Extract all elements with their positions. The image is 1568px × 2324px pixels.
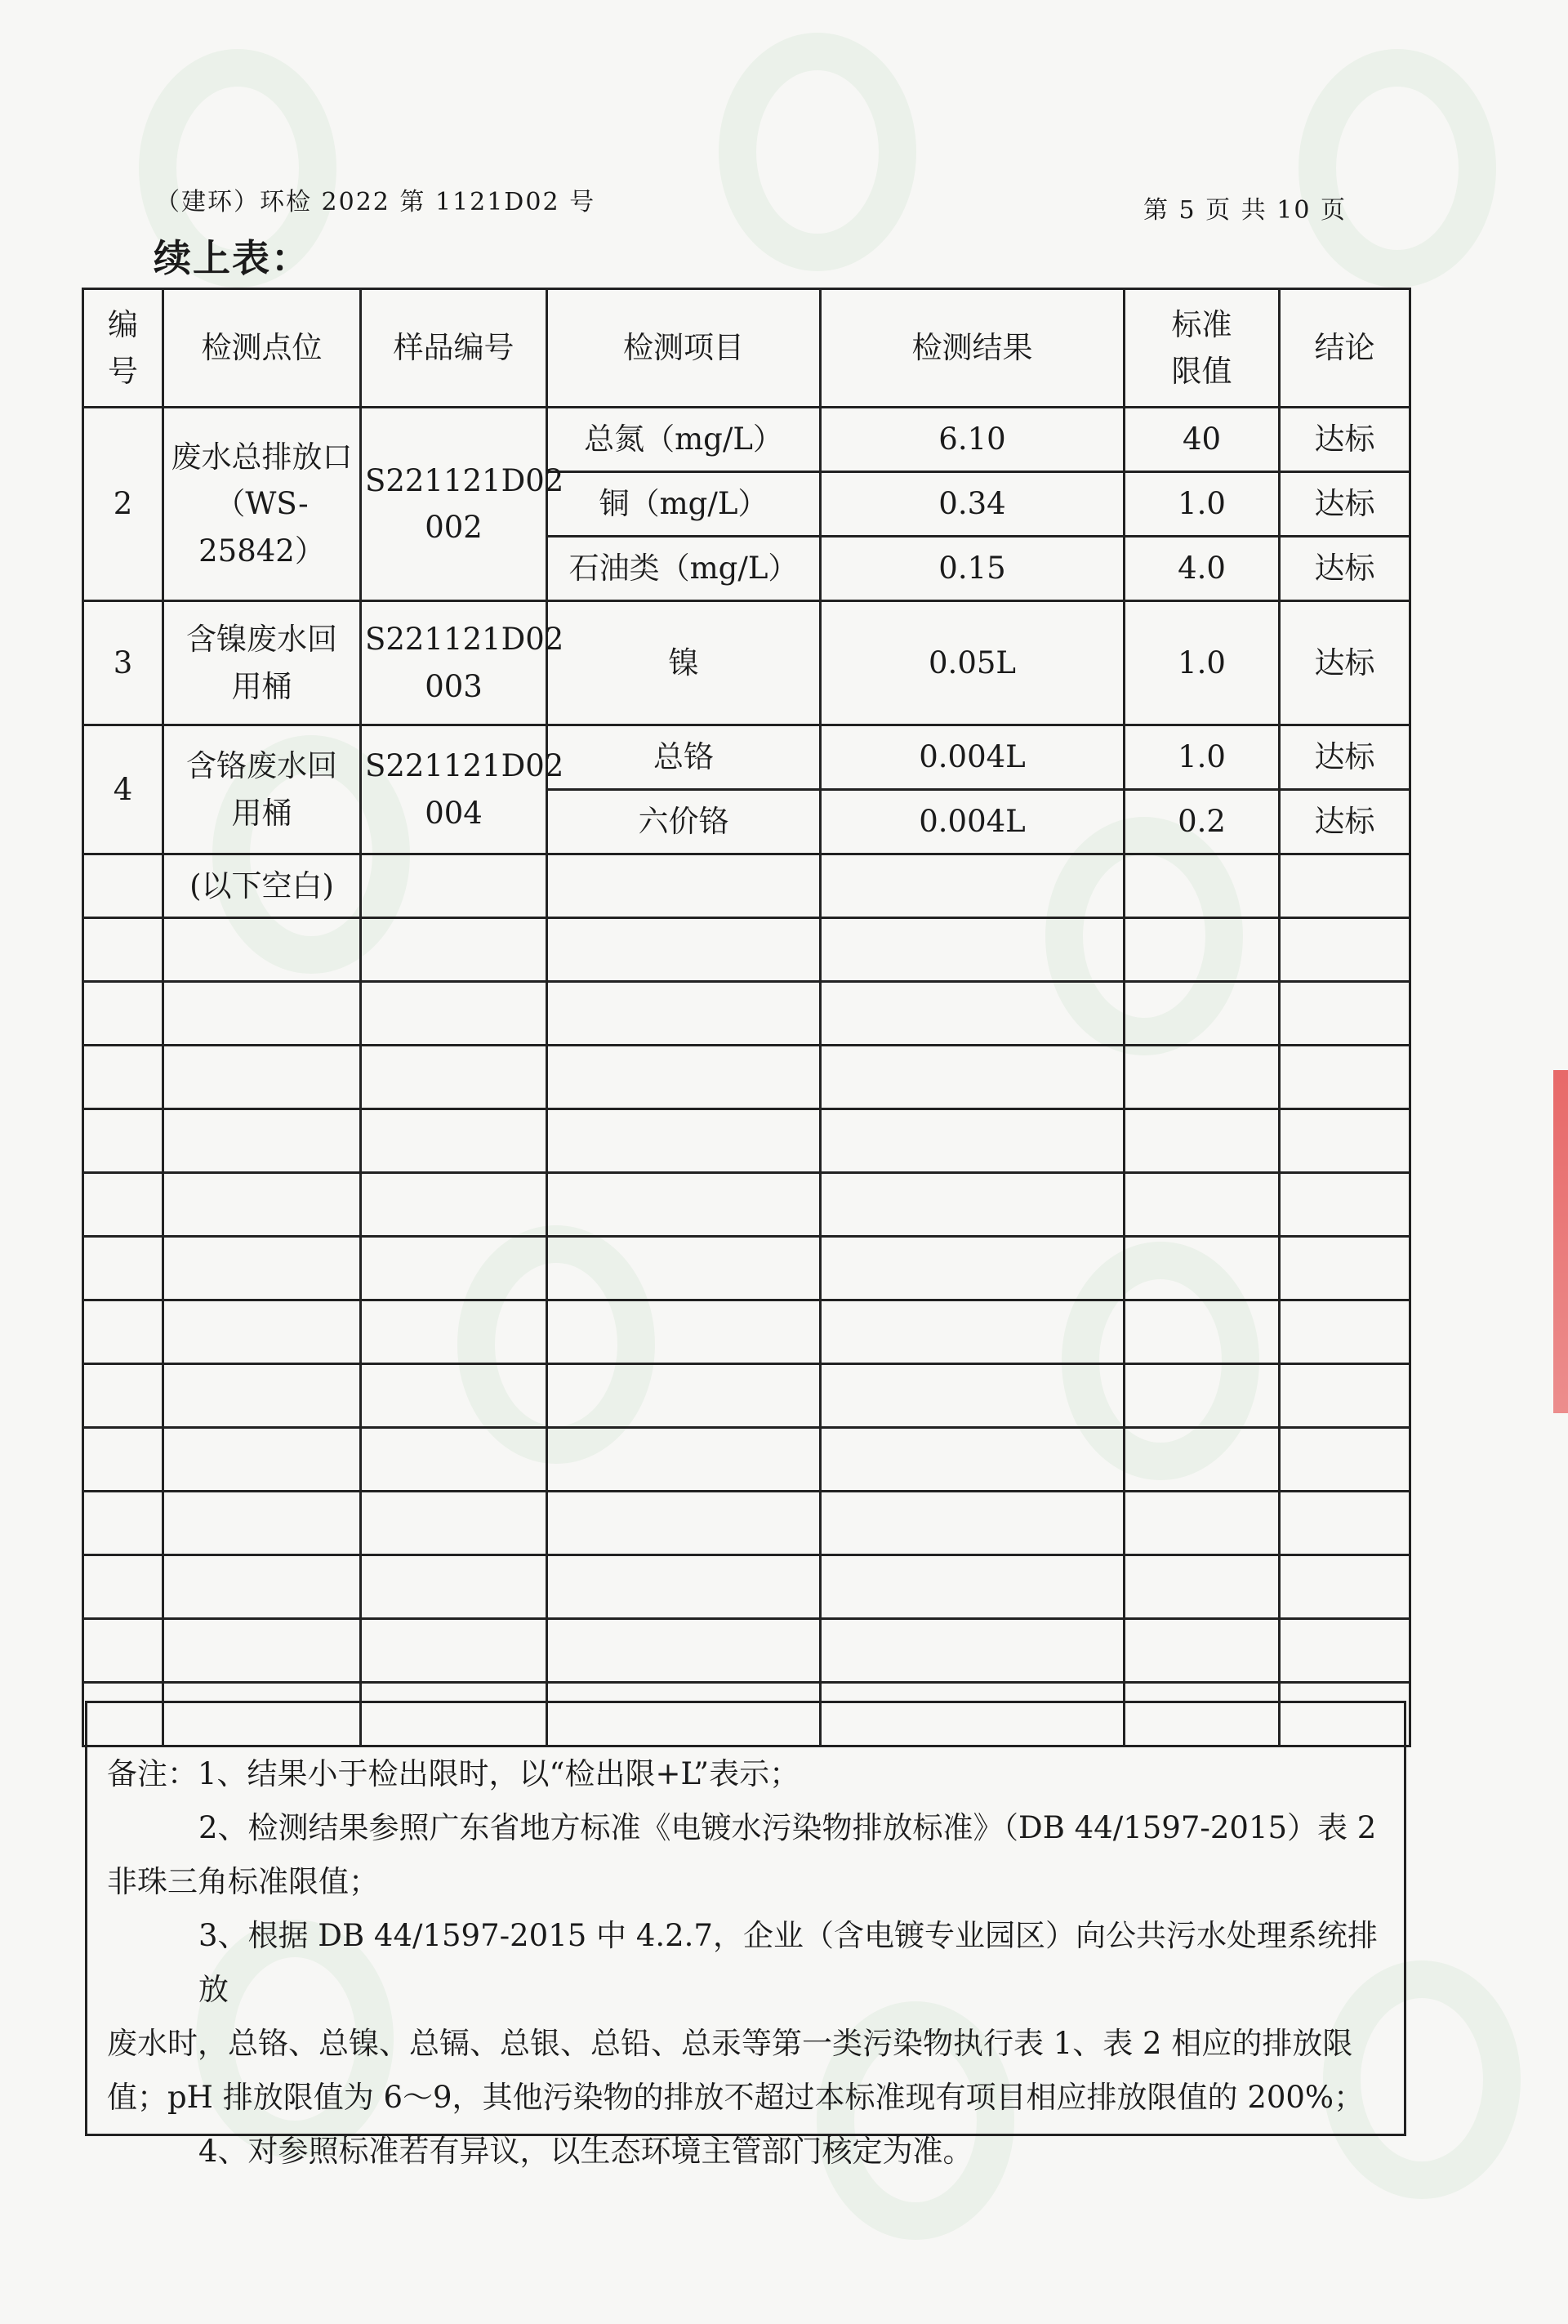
empty-cell [361, 1046, 547, 1109]
empty-cell [547, 1364, 821, 1428]
empty-cell [1280, 1492, 1410, 1555]
empty-cell [1280, 982, 1410, 1046]
empty-cell [1280, 1364, 1410, 1428]
header-result: 检测结果 [821, 289, 1125, 408]
cell-result: 0.004L [821, 790, 1125, 854]
cell-item: 镍 [547, 601, 821, 725]
empty-cell [1125, 1428, 1280, 1492]
cell-no: 3 [83, 601, 163, 725]
empty-cell [83, 1237, 163, 1300]
empty-cell [83, 1109, 163, 1173]
cell-sample: S221121D02 004 [361, 725, 547, 854]
table-header-row [83, 289, 1410, 408]
cell-sample: S221121D02 003 [361, 601, 547, 725]
empty-cell [547, 1237, 821, 1300]
header-conclusion: 结论 [1280, 289, 1410, 408]
empty-cell [547, 1109, 821, 1173]
empty-cell [821, 1046, 1125, 1109]
watermark-ring [1298, 49, 1496, 288]
empty-cell [361, 1492, 547, 1555]
empty-cell [83, 1619, 163, 1683]
empty-cell [163, 1046, 361, 1109]
cell-item: 总铬 [547, 725, 821, 790]
empty-cell [163, 982, 361, 1046]
empty-cell [821, 1109, 1125, 1173]
empty-cell [547, 918, 821, 982]
empty-row [83, 1300, 1410, 1364]
remark-3-cont: 废水时，总铬、总镍、总镉、总银、总铅、总汞等第一类污染物执行表 1、表 2 相应的排放限 [107, 2026, 1353, 2061]
remark-2-cont: 非珠三角标准限值； [107, 1864, 379, 1899]
empty-cell [83, 982, 163, 1046]
empty-row [83, 1364, 1410, 1428]
header-point: 检测点位 [163, 289, 361, 408]
empty-cell [1125, 982, 1280, 1046]
cell-result: 0.05L [821, 601, 1125, 725]
empty-cell [1125, 1237, 1280, 1300]
empty-cell [163, 1492, 361, 1555]
empty-cell [821, 1237, 1125, 1300]
empty-cell [83, 1300, 163, 1364]
cell-no: 4 [83, 725, 163, 854]
empty-cell [547, 1619, 821, 1683]
empty-row [83, 918, 1410, 982]
empty-cell [163, 1619, 361, 1683]
remark-2: 2、检测结果参照广东省地方标准《电镀水污染物排放标准》（DB 44/1597-2015）表 2 [198, 1810, 1377, 1845]
continued-title: 续上表： [154, 236, 310, 280]
cell-item: 总氮（mg/L） [547, 408, 821, 472]
empty-cell [547, 1428, 821, 1492]
table-row [83, 725, 1410, 790]
empty-row [83, 1555, 1410, 1619]
empty-row [83, 1046, 1410, 1109]
empty-cell [163, 1555, 361, 1619]
empty-cell [821, 1173, 1125, 1237]
cell-conclusion: 达标 [1280, 725, 1410, 790]
table-row [83, 854, 1410, 918]
empty-cell [163, 1237, 361, 1300]
cell-conclusion: 达标 [1280, 408, 1410, 472]
empty-cell [163, 1109, 361, 1173]
cell-limit: 4.0 [1125, 537, 1280, 601]
empty-cell [1280, 1109, 1410, 1173]
empty-cell [83, 1555, 163, 1619]
empty-cell [1280, 1237, 1410, 1300]
empty-cell [361, 1109, 547, 1173]
empty-row [83, 982, 1410, 1046]
empty-cell [1125, 1173, 1280, 1237]
empty-cell [1280, 1046, 1410, 1109]
header-no: 编 号 [83, 289, 163, 408]
cell-limit: 1.0 [1125, 472, 1280, 537]
empty-cell [361, 1555, 547, 1619]
empty-cell [1125, 1492, 1280, 1555]
empty-row [83, 1237, 1410, 1300]
empty-cell [821, 918, 1125, 982]
remark-3: 3、根据 DB 44/1597-2015 中 4.2.7，企业（含电镀专业园区）向公共污水处理系统排放 [198, 1918, 1378, 2007]
empty-cell [547, 1046, 821, 1109]
empty-cell [1125, 1300, 1280, 1364]
red-seal-edge [1553, 1070, 1568, 1413]
empty-cell [547, 1492, 821, 1555]
empty-cell [361, 1428, 547, 1492]
empty-cell [547, 1555, 821, 1619]
empty-cell [163, 1300, 361, 1364]
cell-conclusion: 达标 [1280, 601, 1410, 725]
empty-cell [821, 1492, 1125, 1555]
table-row [83, 408, 1410, 472]
empty-cell [821, 1300, 1125, 1364]
empty-cell [361, 1173, 547, 1237]
blank-rows [83, 918, 1410, 1746]
cell-conclusion: 达标 [1280, 472, 1410, 537]
cell-limit: 1.0 [1125, 725, 1280, 790]
empty-cell [547, 982, 821, 1046]
cell-item: 铜（mg/L） [547, 472, 821, 537]
empty-cell [361, 982, 547, 1046]
empty-cell [361, 918, 547, 982]
cell-result: 6.10 [821, 408, 1125, 472]
empty-cell [1280, 1173, 1410, 1237]
empty-cell [547, 1173, 821, 1237]
cell-conclusion: 达标 [1280, 537, 1410, 601]
empty-cell [547, 1300, 821, 1364]
empty-row [83, 1173, 1410, 1237]
empty-cell [361, 1300, 547, 1364]
empty-cell [821, 1619, 1125, 1683]
cell-item: 六价铬 [547, 790, 821, 854]
empty-row [83, 1428, 1410, 1492]
cell-point: 含镍废水回 用桶 [163, 601, 361, 725]
report-number: （建环）环检 2022 第 1121D02 号 [155, 188, 596, 216]
empty-cell [163, 918, 361, 982]
empty-row [83, 1492, 1410, 1555]
header-sample: 样品编号 [361, 289, 547, 408]
cell-point: 废水总排放口 （WS-25842） [163, 408, 361, 601]
empty-cell [1280, 1555, 1410, 1619]
empty-cell [821, 1428, 1125, 1492]
empty-cell [1125, 1046, 1280, 1109]
empty-cell [163, 1173, 361, 1237]
header-item: 检测项目 [547, 289, 821, 408]
cell-result: 0.004L [821, 725, 1125, 790]
watermark-ring [719, 33, 916, 271]
empty-cell [83, 1364, 163, 1428]
empty-cell [83, 1428, 163, 1492]
cell-limit: 0.2 [1125, 790, 1280, 854]
empty-cell [83, 1492, 163, 1555]
empty-cell [83, 918, 163, 982]
cell-limit: 40 [1125, 408, 1280, 472]
empty-cell [1125, 918, 1280, 982]
cell-point: 含铬废水回 用桶 [163, 725, 361, 854]
empty-cell [821, 982, 1125, 1046]
cell-item: 石油类（mg/L） [547, 537, 821, 601]
empty-cell [1280, 1428, 1410, 1492]
empty-cell [163, 1428, 361, 1492]
empty-row [83, 1109, 1410, 1173]
empty-cell [1280, 918, 1410, 982]
empty-cell [1280, 1619, 1410, 1683]
empty-cell [1125, 1555, 1280, 1619]
empty-cell [163, 1364, 361, 1428]
header-limit: 标准 限值 [1125, 289, 1280, 408]
cell-result: 0.34 [821, 472, 1125, 537]
cell-sample: S221121D02 002 [361, 408, 547, 601]
page-indicator: 第 5 页 共 10 页 [1143, 196, 1347, 225]
remark-1: 备注：1、结果小于检出限时，以“检出限+L”表示； [107, 1756, 800, 1791]
empty-cell [361, 1237, 547, 1300]
cell-conclusion: 达标 [1280, 790, 1410, 854]
empty-cell [821, 1555, 1125, 1619]
empty-cell [83, 1046, 163, 1109]
blank-below-note: (以下空白) [163, 854, 361, 918]
remarks-box [85, 1701, 1406, 2169]
remark-3-cont2: 值；pH 排放限值为 6～9，其他污染物的排放不超过本标准现有项目相应排放限值的 200%； [107, 2080, 1365, 2115]
empty-cell [1125, 1619, 1280, 1683]
empty-cell [1125, 1364, 1280, 1428]
empty-cell [83, 1173, 163, 1237]
cell-no: 2 [83, 408, 163, 601]
empty-cell [821, 1364, 1125, 1428]
empty-row [83, 1619, 1410, 1683]
cell-result: 0.15 [821, 537, 1125, 601]
remark-4: 4、对参照标准若有异议，以生态环境主管部门核定为准。 [198, 2134, 973, 2169]
results-table [82, 288, 1411, 1747]
empty-cell [361, 1619, 547, 1683]
table-row [83, 601, 1410, 725]
empty-cell [361, 1364, 547, 1428]
cell-limit: 1.0 [1125, 601, 1280, 725]
empty-cell [1125, 1109, 1280, 1173]
empty-cell [1280, 1300, 1410, 1364]
